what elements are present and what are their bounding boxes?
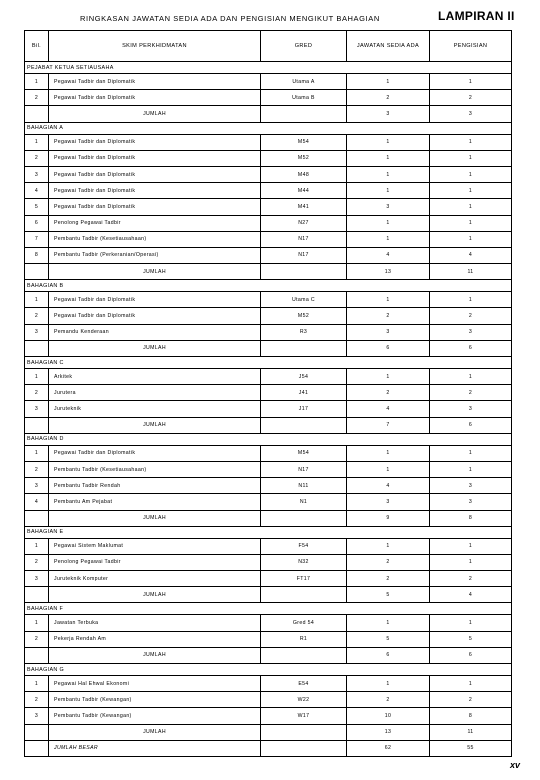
grand-total-pengisian: 55 [430,740,512,756]
section-name: BAHAGIAN F [25,603,512,615]
row-gred: J41 [261,385,347,401]
row-bil: 4 [25,494,49,510]
document-title: RINGKASAN JAWATAN SEDIA ADA DAN PENGISIAN MENGIKUT BAHAGIAN [80,14,380,23]
table-row [25,74,512,90]
row-gred: M48 [261,166,347,182]
grand-total-blank-cell [261,740,347,756]
row-bil: 2 [25,631,49,647]
row-skim: Pegawai Tadbir dan Diplomatik [49,74,261,90]
row-pengisian: 2 [430,692,512,708]
row-skim: Pekerja Rendah Am [49,631,261,647]
row-gred: M52 [261,308,347,324]
column-header-sedia-ada: JAWATAN SEDIA ADA [347,31,430,62]
total-blank-cell [25,340,49,356]
row-bil: 3 [25,324,49,340]
row-gred: J17 [261,401,347,417]
total-sedia-ada: 7 [347,417,430,433]
row-bil: 3 [25,401,49,417]
row-pengisian: 2 [430,571,512,587]
row-sedia-ada: 1 [347,74,430,90]
row-bil: 1 [25,445,49,461]
total-blank-cell [25,724,49,740]
row-bil: 1 [25,292,49,308]
section-name: BAHAGIAN B [25,280,512,292]
table-row [25,292,512,308]
jumlah-label: JUMLAH [49,647,261,663]
row-gred: W17 [261,708,347,724]
jumlah-label: JUMLAH [49,510,261,526]
jumlah-label: JUMLAH [49,106,261,122]
table-row [25,247,512,263]
table-row [25,494,512,510]
row-gred: M54 [261,134,347,150]
column-header-bil: Bil. [25,31,49,62]
row-gred: N17 [261,247,347,263]
row-bil: 4 [25,183,49,199]
jumlah-label: JUMLAH [49,264,261,280]
row-sedia-ada: 2 [347,692,430,708]
row-bil: 2 [25,461,49,477]
row-sedia-ada: 1 [347,292,430,308]
total-blank-cell [261,340,347,356]
section-total-row [25,106,512,122]
row-gred: Gred 54 [261,615,347,631]
total-blank-cell [261,106,347,122]
column-header-pengisian: PENGISIAN [430,31,512,62]
total-blank-cell [261,264,347,280]
row-pengisian: 2 [430,308,512,324]
section-total-row [25,510,512,526]
row-gred: M44 [261,183,347,199]
row-sedia-ada: 1 [347,150,430,166]
section-header-row [25,603,512,615]
table-row [25,708,512,724]
table-row [25,183,512,199]
row-gred: N32 [261,554,347,570]
table-row [25,538,512,554]
row-skim: Pegawai Tadbir dan Diplomatik [49,308,261,324]
row-gred: Utama B [261,90,347,106]
row-gred: R1 [261,631,347,647]
row-pengisian: 4 [430,247,512,263]
row-skim: Pembantu Tadbir (Kesetiausahaan) [49,231,261,247]
total-sedia-ada: 3 [347,106,430,122]
row-gred: W22 [261,692,347,708]
total-blank-cell [25,647,49,663]
total-sedia-ada: 5 [347,587,430,603]
row-bil: 2 [25,150,49,166]
row-skim: Pegawai Tadbir dan Diplomatik [49,199,261,215]
table-row [25,692,512,708]
row-bil: 2 [25,554,49,570]
row-bil: 3 [25,571,49,587]
row-sedia-ada: 2 [347,571,430,587]
total-sedia-ada: 13 [347,724,430,740]
total-sedia-ada: 6 [347,647,430,663]
table-row [25,199,512,215]
staffing-table [24,30,512,757]
row-gred: J54 [261,369,347,385]
row-pengisian: 1 [430,615,512,631]
section-header-row [25,280,512,292]
total-pengisian: 4 [430,587,512,603]
total-blank-cell [25,587,49,603]
row-pengisian: 1 [430,292,512,308]
row-pengisian: 5 [430,631,512,647]
jumlah-label: JUMLAH [49,587,261,603]
row-sedia-ada: 5 [347,631,430,647]
total-pengisian: 11 [430,724,512,740]
row-sedia-ada: 4 [347,478,430,494]
row-bil: 1 [25,134,49,150]
row-sedia-ada: 1 [347,676,430,692]
section-name: BAHAGIAN E [25,526,512,538]
table-row [25,385,512,401]
row-sedia-ada: 2 [347,308,430,324]
section-name: BAHAGIAN G [25,664,512,676]
row-pengisian: 1 [430,134,512,150]
row-skim: Jurutera [49,385,261,401]
table-row [25,571,512,587]
row-sedia-ada: 1 [347,461,430,477]
row-skim: Pembantu Am Pejabat [49,494,261,510]
grand-total-label: JUMLAH BESAR [49,740,261,756]
row-bil: 2 [25,385,49,401]
total-pengisian: 11 [430,264,512,280]
section-name: PEJABAT KETUA SETIAUSAHA [25,62,512,74]
row-pengisian: 3 [430,401,512,417]
section-total-row [25,647,512,663]
row-bil: 8 [25,247,49,263]
total-blank-cell [261,417,347,433]
row-skim: Pembantu Tadbir (Kewangan) [49,692,261,708]
row-sedia-ada: 2 [347,554,430,570]
section-total-row [25,264,512,280]
row-bil: 3 [25,708,49,724]
row-sedia-ada: 10 [347,708,430,724]
row-skim: Juruteknik Komputer [49,571,261,587]
table-row [25,90,512,106]
row-skim: Pembantu Tadbir (Perkeranian/Operasi) [49,247,261,263]
row-sedia-ada: 1 [347,215,430,231]
row-skim: Pegawai Sistem Maklumat [49,538,261,554]
row-gred: Utama C [261,292,347,308]
row-sedia-ada: 1 [347,615,430,631]
section-header-row [25,526,512,538]
row-sedia-ada: 3 [347,494,430,510]
row-bil: 5 [25,199,49,215]
row-gred: M41 [261,199,347,215]
row-gred: M52 [261,150,347,166]
row-skim: Juruteknik [49,401,261,417]
row-bil: 6 [25,215,49,231]
table-row [25,461,512,477]
table-header-row [25,31,512,62]
section-header-row [25,357,512,369]
row-skim: Pegawai Tadbir dan Diplomatik [49,150,261,166]
section-name: BAHAGIAN C [25,357,512,369]
row-gred: N17 [261,461,347,477]
row-pengisian: 1 [430,183,512,199]
row-pengisian: 1 [430,554,512,570]
row-bil: 2 [25,692,49,708]
table-row [25,166,512,182]
table-row [25,445,512,461]
total-pengisian: 3 [430,106,512,122]
total-blank-cell [25,510,49,526]
table-row [25,615,512,631]
row-pengisian: 3 [430,494,512,510]
row-bil: 1 [25,538,49,554]
row-sedia-ada: 1 [347,369,430,385]
row-sedia-ada: 4 [347,401,430,417]
row-pengisian: 1 [430,199,512,215]
jumlah-label: JUMLAH [49,417,261,433]
table-row [25,324,512,340]
table-row [25,676,512,692]
total-blank-cell [261,587,347,603]
section-header-row [25,122,512,134]
row-bil: 1 [25,369,49,385]
row-pengisian: 1 [430,74,512,90]
total-blank-cell [25,264,49,280]
row-gred: N1 [261,494,347,510]
jumlah-label: JUMLAH [49,724,261,740]
row-pengisian: 3 [430,324,512,340]
row-pengisian: 1 [430,150,512,166]
section-header-row [25,664,512,676]
row-pengisian: 2 [430,90,512,106]
grand-total-sedia-ada: 62 [347,740,430,756]
row-skim: Pegawai Tadbir dan Diplomatik [49,134,261,150]
row-pengisian: 8 [430,708,512,724]
total-pengisian: 6 [430,647,512,663]
total-sedia-ada: 6 [347,340,430,356]
row-pengisian: 1 [430,369,512,385]
table-row [25,401,512,417]
total-pengisian: 8 [430,510,512,526]
row-bil: 1 [25,676,49,692]
section-total-row [25,587,512,603]
row-skim: Pegawai Tadbir dan Diplomatik [49,183,261,199]
row-pengisian: 3 [430,478,512,494]
total-blank-cell [261,647,347,663]
row-sedia-ada: 2 [347,90,430,106]
row-skim: Pegawai Tadbir dan Diplomatik [49,166,261,182]
table-row [25,554,512,570]
row-skim: Jawatan Terbuka [49,615,261,631]
column-header-gred: GRED [261,31,347,62]
row-skim: Arkitek [49,369,261,385]
row-skim: Pegawai Hal Ehwal Ekonomi [49,676,261,692]
row-pengisian: 2 [430,385,512,401]
column-header-skim: SKIM PERKHIDMATAN [49,31,261,62]
row-gred: FT17 [261,571,347,587]
row-sedia-ada: 1 [347,231,430,247]
row-skim: Pegawai Tadbir dan Diplomatik [49,90,261,106]
jumlah-label: JUMLAH [49,340,261,356]
table-row [25,478,512,494]
section-total-row [25,724,512,740]
row-skim: Pembantu Tadbir (Kesetiausahaan) [49,461,261,477]
row-bil: 1 [25,615,49,631]
row-gred: N27 [261,215,347,231]
table-row [25,150,512,166]
row-gred: F54 [261,538,347,554]
row-bil: 3 [25,166,49,182]
total-sedia-ada: 13 [347,264,430,280]
section-total-row [25,340,512,356]
row-pengisian: 1 [430,215,512,231]
row-gred: N11 [261,478,347,494]
total-sedia-ada: 9 [347,510,430,526]
table-row [25,134,512,150]
row-skim: Pemandu Kenderaan [49,324,261,340]
row-pengisian: 1 [430,166,512,182]
row-gred: R3 [261,324,347,340]
row-pengisian: 1 [430,676,512,692]
row-skim: Penolong Pegawai Tadbir [49,554,261,570]
total-blank-cell [261,510,347,526]
row-bil: 2 [25,90,49,106]
row-skim: Penolong Pegawai Tadbir [49,215,261,231]
table-row [25,369,512,385]
row-pengisian: 1 [430,231,512,247]
row-gred: M54 [261,445,347,461]
section-name: BAHAGIAN A [25,122,512,134]
row-sedia-ada: 1 [347,538,430,554]
row-sedia-ada: 4 [347,247,430,263]
row-bil: 3 [25,478,49,494]
row-skim: Pembantu Tadbir Rendah [49,478,261,494]
table-row [25,231,512,247]
section-total-row [25,417,512,433]
table-row [25,631,512,647]
row-pengisian: 1 [430,445,512,461]
table-body [25,62,512,757]
row-pengisian: 1 [430,461,512,477]
page-number: xv [510,760,521,770]
total-pengisian: 6 [430,340,512,356]
row-skim: Pegawai Tadbir dan Diplomatik [49,292,261,308]
row-bil: 2 [25,308,49,324]
row-sedia-ada: 2 [347,385,430,401]
total-blank-cell [261,724,347,740]
row-sedia-ada: 3 [347,324,430,340]
total-blank-cell [25,417,49,433]
row-gred: N17 [261,231,347,247]
section-header-row [25,62,512,74]
row-sedia-ada: 1 [347,183,430,199]
row-skim: Pembantu Tadbir (Kewangan) [49,708,261,724]
grand-total-row [25,740,512,756]
grand-total-blank-cell [25,740,49,756]
row-gred: E54 [261,676,347,692]
section-name: BAHAGIAN D [25,433,512,445]
total-blank-cell [25,106,49,122]
row-bil: 1 [25,74,49,90]
row-bil: 7 [25,231,49,247]
row-sedia-ada: 1 [347,166,430,182]
appendix-label: LAMPIRAN II [438,9,515,23]
row-sedia-ada: 3 [347,199,430,215]
table-row [25,215,512,231]
row-pengisian: 1 [430,538,512,554]
row-sedia-ada: 1 [347,445,430,461]
section-header-row [25,433,512,445]
row-sedia-ada: 1 [347,134,430,150]
row-skim: Pegawai Tadbir dan Diplomatik [49,445,261,461]
table-row [25,308,512,324]
total-pengisian: 6 [430,417,512,433]
row-gred: Utama A [261,74,347,90]
